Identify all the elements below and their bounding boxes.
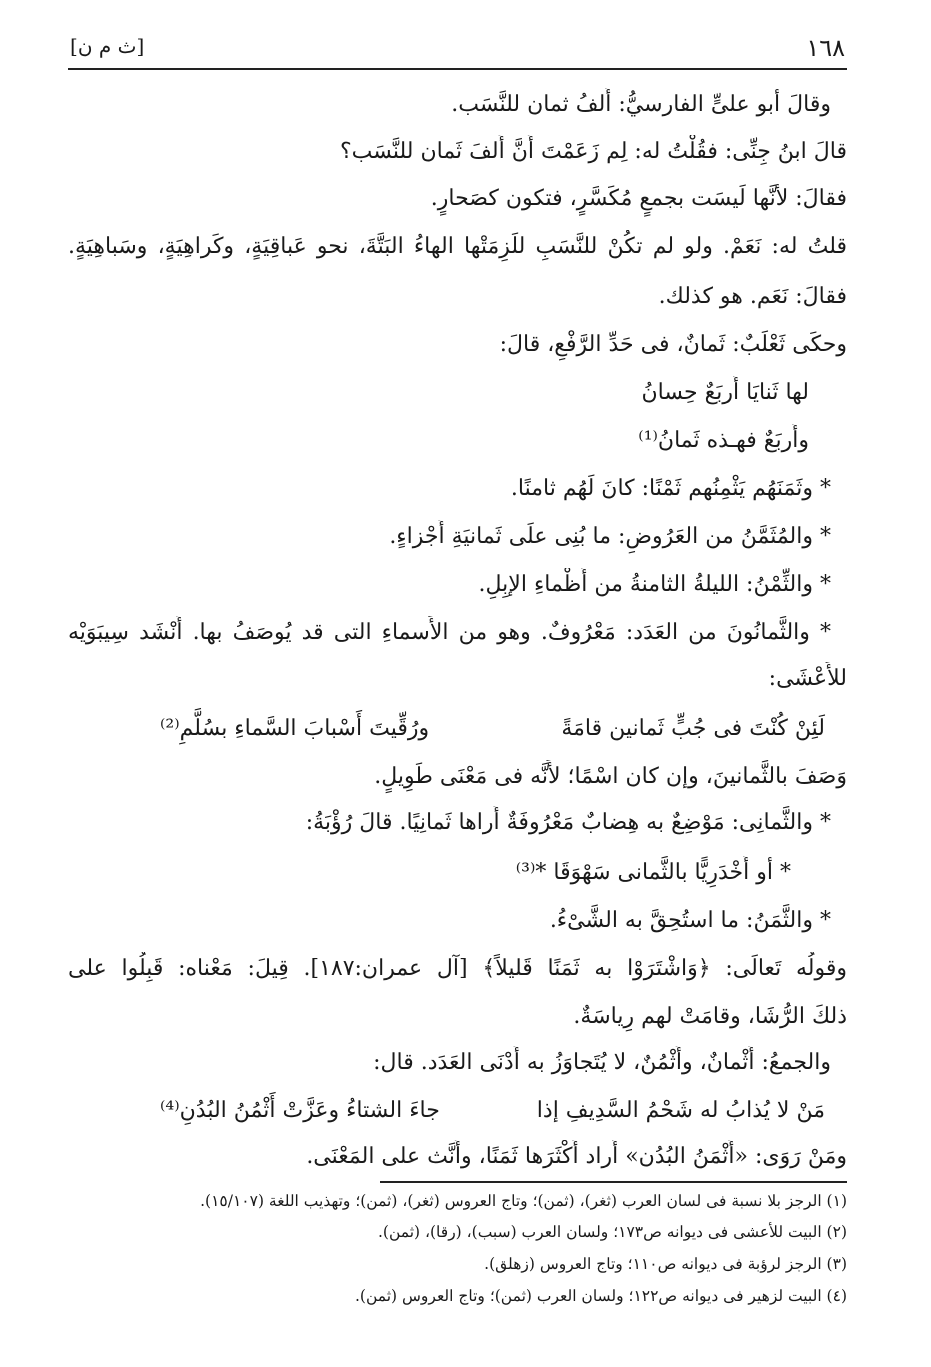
footnote-4: (٤) البيت لزهير فى ديوانه ص١٢٢؛ ولسان العرب (ثمن)؛ وتاج العروس (ثمن).	[354, 1287, 847, 1305]
verse-line-17: * أو أَخْدَرِيًّا بالثَّمانى سَهْوَقَا *⁽³⁾	[515, 860, 791, 885]
text-line-19: وقولُه تَعالَى: ﴿وَاشْتَرَوْا به ثَمَنًا قَليلاً﴾ [آل عمران:١٨٧]. قِيلَ: مَعْناه: قَبِلُوا على	[68, 956, 847, 981]
text-line-13: للأَعْشَى:	[768, 666, 847, 691]
text-line-16: * والثَّمانِى: مَوْضِعٌ به هِضابٌ مَعْرُوفَةٌ أُراها ثَمانِيًا. قالَ رُؤْبَةُ:	[305, 810, 831, 835]
text-line-2: قالَ ابنُ جِنِّى: فقُلْتُ له: لِم زَعَمْتَ أَنَّ أَلفَ ثَمان للنَّسَب؟	[339, 139, 847, 164]
text-line-20: ذلكَ الرُّشَا، وقامَتْ لهم رِياسَةٌ.	[573, 1004, 847, 1029]
text-line-3: فقالَ: لأنَّها لَيسَت بجمعٍ مُكَسَّرٍ، فتكون كصَحارٍ.	[430, 186, 847, 211]
text-line-23: ومَنْ رَوَى: «أَثْمَنُ البُدُن» أَراد أَكْثَرَها ثَمَنًا، وأَنَّث على المَعْنَى.	[306, 1144, 847, 1169]
verse-line-7: لها ثَنايَا أَربَعٌ حِسانُ	[641, 380, 809, 405]
text-line-1: وقالَ أبو علىٍّ الفارسيُّ: أَلفُ ثمان للنَّسَب.	[451, 92, 831, 117]
text-line-11: * والثِّمْنُ: الليلةُ الثامنةُ من أَظْماءِ الإبِلِ.	[478, 572, 831, 597]
verse-line-8: وأَربَعٌ فهـذه ثَمانُ⁽¹⁾	[638, 428, 809, 453]
verse-hemistich-left-22: جاءَ الشتاءُ وعَزَّتْ أَثْمُنُ البُدُنِ⁽⁴⁾	[160, 1098, 440, 1123]
verse-hemistich-right-22: مَنْ لا يُذابُ له شَحْمُ السَّدِيفِ إذا	[536, 1098, 825, 1123]
text-line-9: * وثَمَنَهُم يَثْمِنُهم ثَمْنًا: كانَ لَهُم ثامنًا.	[510, 476, 831, 501]
text-line-12: * والثَّمانُونَ من العَدَد: مَعْرُوفٌ. وهو من الأَسماءِ التى قد يُوصَفُ بها. أَنْشَد سِيبَوَيْه	[68, 620, 831, 645]
page-number: ١٦٨	[806, 34, 845, 62]
text-line-4: قلتُ له: نَعَمْ. ولو لم تكُنْ للنَّسَبِ للَزِمَتْها الهاءُ البَتَّةَ، نحو عَباقِيَةٍ، وكَراهِيَةٍ، وسَباهِيَةٍ.	[68, 234, 847, 259]
text-line-10: * والمُثَمَّنُ من العَرُوضِ: ما بُنِى علَى ثَمانيَةِ أَجْزاءٍ.	[389, 524, 831, 549]
verse-hemistich-left-14: ورُقِّيتَ أَسْبابَ السَّماءِ بسُلَّمِ⁽²⁾	[160, 716, 430, 741]
text-line-6: وحكَى ثَعْلَبٌ: ثَمانٌ، فى حَدِّ الرَّفْعِ، قالَ:	[499, 332, 847, 357]
footnote-3: (٣) الرجز لرؤبة فى ديوانه ص١١٠؛ وتاج العروس (زهلق).	[484, 1255, 847, 1273]
running-header-root: [ث م ن]	[70, 34, 145, 58]
footnote-2: (٢) البيت للأعشى فى ديوانه ص١٧٣؛ ولسان العرب (سبب)، (رقا)، (ثمن).	[377, 1223, 847, 1241]
verse-hemistich-right-14: لَئِنْ كُنْتَ فى جُبٍّ ثَمانين قامَةً	[561, 716, 825, 741]
text-line-21: والجمعُ: أَثْمانٌ، وأَثْمُنٌ، لا يُتَجاوَزُ به أَدْنَى العَدَد. قال:	[373, 1050, 831, 1075]
header-rule	[68, 68, 847, 70]
text-line-15: وَصَفَ بالثَّمانينَ، وإن كان اسْمًا؛ لأَنَّه فى مَعْنَى طَوِيلٍ.	[374, 764, 847, 789]
text-line-18: * والثَّمَنُ: ما استُحِقَّ به الشَّىْءُ.	[549, 908, 831, 933]
text-line-5: فقالَ: نَعَم. هو كذلك.	[658, 284, 847, 309]
footnote-1: (١) الرجز بلا نسبة فى لسان العرب (ثغر)، (ثمن)؛ وتاج العروس (ثغر)، (ثمن)؛ وتهذيب اللغة (١٥/١٠٧).	[200, 1192, 847, 1210]
footnote-rule	[380, 1181, 847, 1183]
